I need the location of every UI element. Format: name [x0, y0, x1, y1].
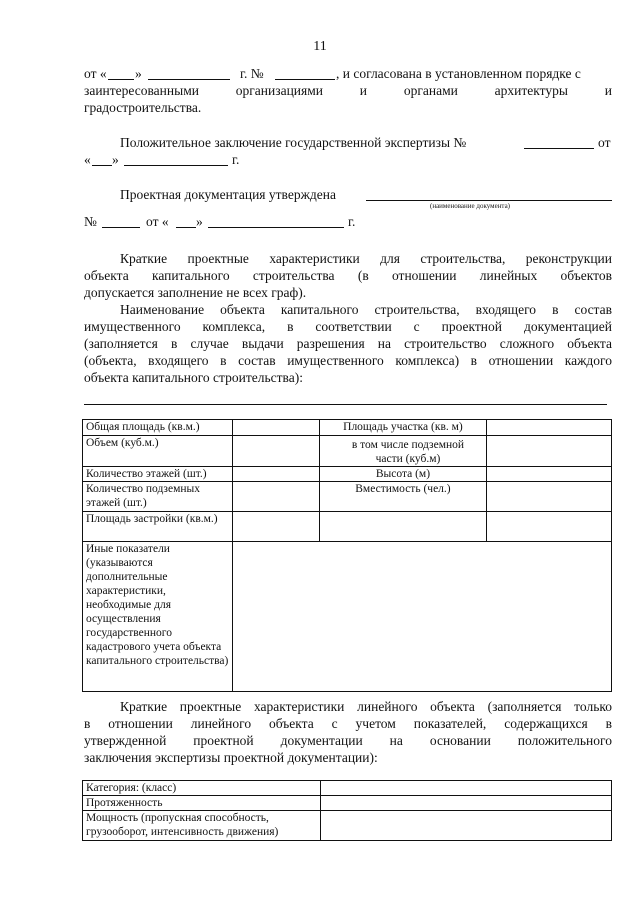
approval-number-blank [102, 227, 140, 228]
para-line: (объекта, входящего в состав имущественного комплекса) в отношении каждого [84, 353, 612, 368]
para-line: (заполняется в случае выдачи разрешения на строительство сложного объекта [84, 336, 612, 351]
para-line: допускается заполнение не всех граф). [84, 285, 307, 300]
expertise-number-blank [524, 148, 594, 149]
label-cell: Количество подземных этажей (шт.) [83, 482, 233, 512]
para-line: Наименование объекта капитального строительства, входящего в состав [120, 302, 612, 317]
value-cell[interactable] [232, 542, 611, 692]
label-cell: Площадь участка (кв. м) [319, 420, 487, 436]
capital-object-table [82, 419, 612, 692]
expertise-day-blank [92, 165, 112, 166]
characteristics-paragraph [84, 250, 612, 301]
value-cell[interactable] [320, 811, 611, 841]
approval-quote: » [196, 214, 203, 229]
para-line: Краткие проектные характеристики для строительства, реконструкции [120, 251, 612, 266]
expertise-year: г. [232, 152, 240, 167]
para-line: утвержденной проектной документации на основании положительного [84, 733, 612, 748]
value-cell[interactable] [487, 420, 612, 436]
value-cell[interactable] [487, 482, 612, 512]
para-line: объекта капитального строительства (в отношении линейных объектов [84, 268, 612, 283]
document-name-blank [366, 200, 612, 201]
agreement-line-3: градостроительства. [84, 100, 202, 115]
value-cell[interactable] [232, 482, 319, 512]
para-line: заключения экспертизы проектной документации): [84, 750, 378, 765]
para-line: Краткие проектные характеристики линейного объекта (заполняется только [120, 699, 612, 714]
label-cell: Иные показатели (указываются дополнительные характеристики, необходимые для осуществления государственного кадастрового учета объекта капитального строительства) [83, 542, 233, 692]
expertise-label: Положительное заключение государственной экспертизы № [120, 135, 467, 150]
word: заинтересованными [84, 83, 199, 98]
approval-year: г. [348, 214, 356, 229]
expertise-date-close: » [112, 152, 119, 167]
value-cell[interactable] [232, 436, 319, 467]
day-blank [108, 79, 134, 80]
object-name-paragraph [84, 301, 612, 386]
agreement-text: , и согласована в установленном порядке с [336, 66, 581, 81]
label-cell: Общая площадь (кв.м.) [83, 420, 233, 436]
label-cell: Категория: (класс) [83, 781, 321, 796]
label-cell: Количество этажей (шт.) [83, 467, 233, 482]
word: органами [403, 83, 458, 98]
value-cell[interactable] [232, 512, 319, 542]
label-cell: Объем (куб.м.) [83, 436, 233, 467]
para-line: объекта капитального строительства): [84, 370, 303, 385]
value-cell[interactable] [232, 467, 319, 482]
word: и [604, 83, 612, 98]
label-cell: Высота (м) [319, 467, 487, 482]
label-cell: Вместимость (чел.) [319, 482, 487, 512]
expertise-date-open: « [84, 152, 91, 167]
value-cell[interactable] [320, 781, 611, 796]
linear-object-table [82, 780, 612, 841]
para-line: имущественного комплекса, в соответствии с проектной документацией [84, 319, 612, 334]
word: организациями [235, 83, 323, 98]
word: и [359, 83, 368, 98]
approval-number-label: № [84, 214, 97, 229]
value-cell[interactable] [487, 512, 612, 542]
object-name-blank [84, 404, 607, 405]
value-cell[interactable] [320, 796, 611, 811]
para-line: в отношении линейного объекта с учетом показателей, содержащихся в [84, 716, 612, 731]
word: архитектуры [494, 83, 568, 98]
value-cell[interactable] [319, 512, 487, 542]
month-blank [148, 79, 230, 80]
label-cell: Площадь застройки (кв.м.) [83, 512, 233, 542]
agreement-line-2 [84, 82, 612, 99]
date-prefix: от « [84, 66, 107, 81]
expertise-month-blank [124, 165, 228, 166]
number-blank [275, 79, 335, 80]
linear-object-paragraph [84, 698, 612, 766]
document-name-caption: (наименование документа) [430, 202, 511, 210]
label-cell: Протяженность [83, 796, 321, 811]
page-number: 11 [313, 39, 327, 54]
value-cell[interactable] [487, 436, 612, 467]
label-cell: Мощность (пропускная способность, грузооборот, интенсивность движения) [83, 811, 321, 841]
label-cell: в том числе подземной части (куб.м) [319, 436, 487, 467]
approval-label: Проектная документация утверждена [120, 187, 336, 202]
approval-day-blank [176, 227, 196, 228]
year-number-label: г. № [240, 66, 264, 81]
value-cell[interactable] [487, 467, 612, 482]
approval-month-blank [208, 227, 344, 228]
value-cell[interactable] [232, 420, 319, 436]
expertise-from: от [598, 135, 611, 150]
approval-from: от « [146, 214, 169, 229]
date-quote: » [135, 66, 142, 81]
